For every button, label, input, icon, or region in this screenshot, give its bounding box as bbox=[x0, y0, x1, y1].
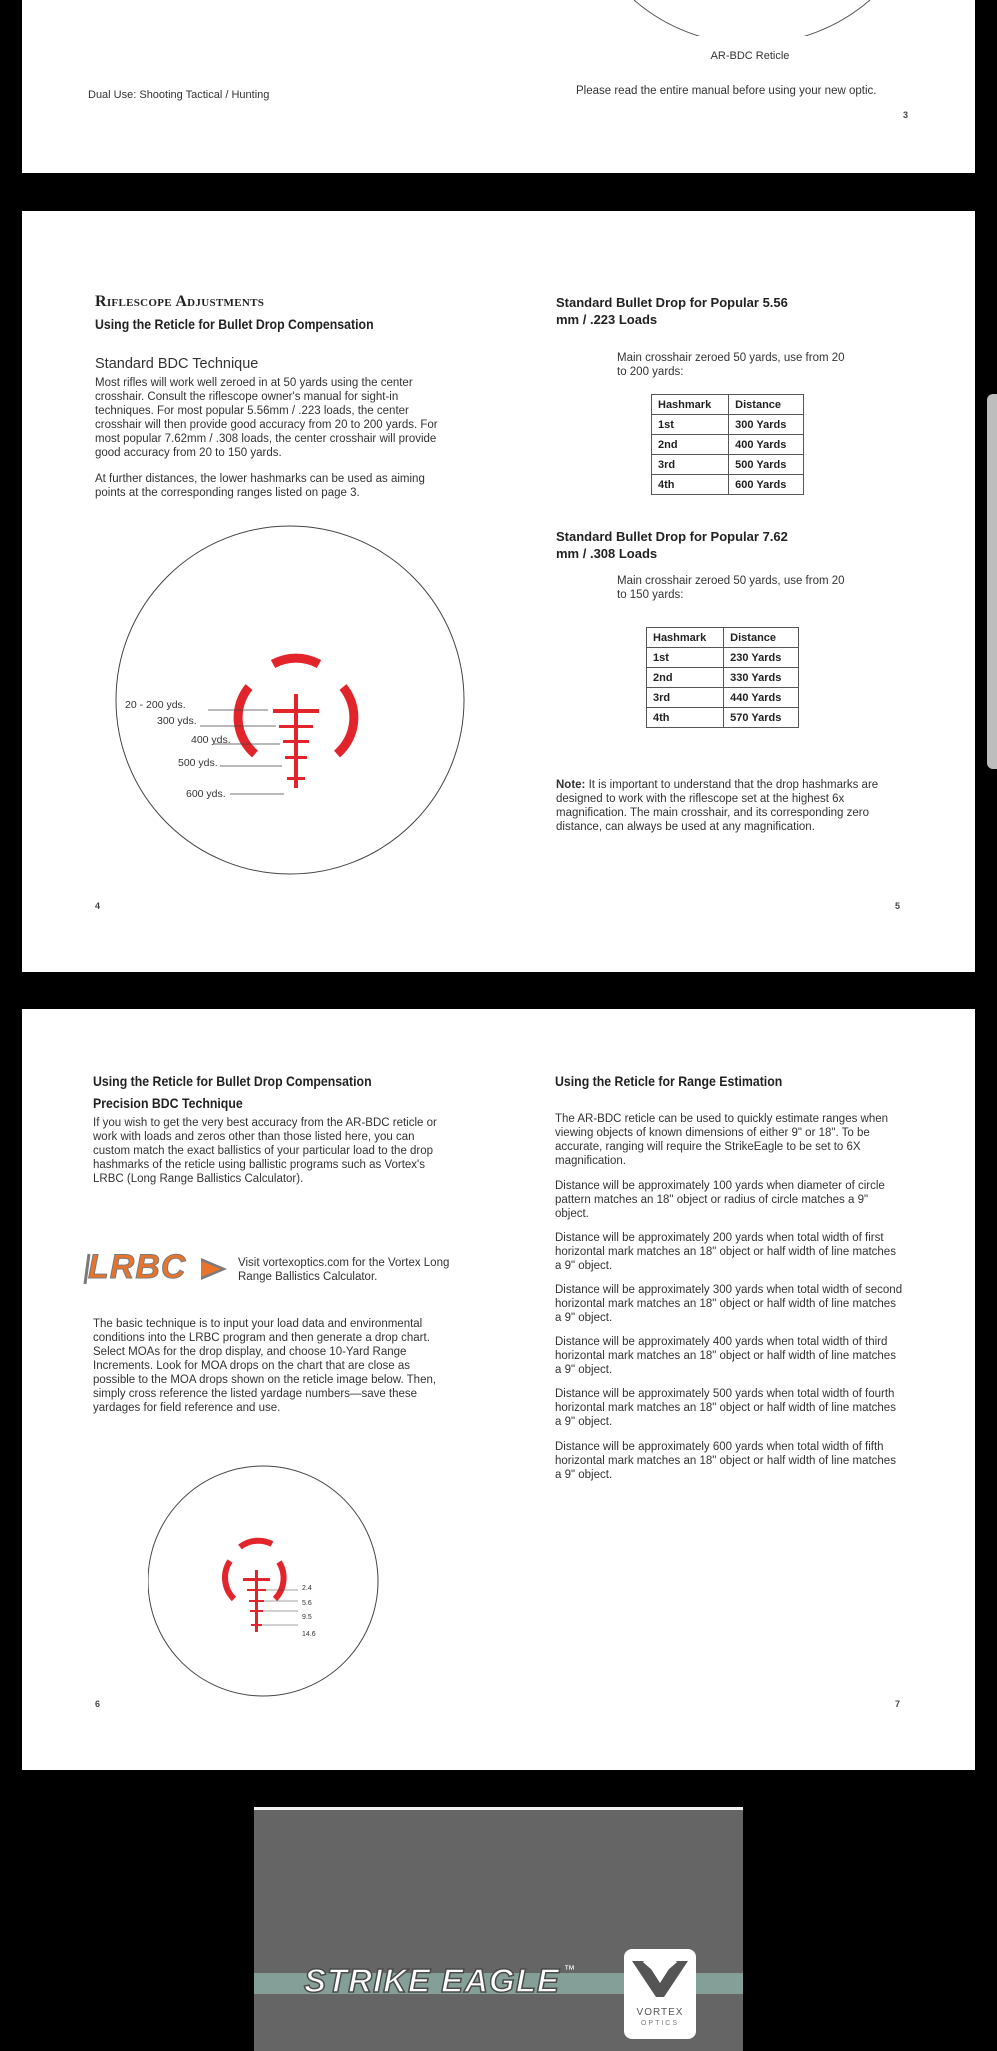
range-paragraph: Distance will be approximately 100 yards when diameter of circle pattern matches an 18" object or radius of circle matches a 9" object. bbox=[555, 1180, 885, 1220]
col-hashmark: Hashmark bbox=[652, 395, 729, 415]
scrollbar-thumb[interactable] bbox=[987, 394, 997, 769]
cell-distance: 440 Yards bbox=[724, 688, 799, 708]
label-300-yds: 300 yds. bbox=[157, 715, 197, 727]
table2-intro: Main crosshair zeroed 50 yards, use from 20 to 150 yards: bbox=[617, 575, 845, 601]
table-row bbox=[652, 475, 804, 495]
lrbc-logo-text: LRBC bbox=[88, 1248, 187, 1286]
page-number: 7 bbox=[895, 1699, 901, 1709]
cell-distance: 500 Yards bbox=[729, 455, 804, 475]
label-400-yds: 400 yds. bbox=[191, 734, 231, 746]
standard-bdc-heading: Standard BDC Technique bbox=[95, 356, 259, 372]
cell-distance: 230 Yards bbox=[724, 648, 799, 668]
cell-hashmark: 3rd bbox=[652, 455, 729, 475]
cell-distance: 330 Yards bbox=[724, 668, 799, 688]
cell-hashmark: 4th bbox=[647, 708, 724, 728]
label-600-yds: 600 yds. bbox=[186, 788, 226, 800]
table-row bbox=[647, 668, 799, 688]
strike-eagle-logo: STRIKE EAGLE bbox=[304, 1962, 560, 1999]
lrbc-logo bbox=[83, 1250, 233, 1288]
table1-intro: Main crosshair zeroed 50 yards, use from 20 to 200 yards: bbox=[617, 352, 845, 378]
precision-bdc-heading: Precision BDC Technique bbox=[93, 1095, 243, 1111]
note-label: Note: bbox=[556, 779, 586, 791]
cell-hashmark: 1st bbox=[647, 648, 724, 668]
table-762-308 bbox=[646, 627, 799, 728]
optics-wordmark: OPTICS bbox=[640, 2020, 680, 2027]
bdc-paragraph-2: At further distances, the lower hashmarks can be used as aiming points at the corresponding ranges listed on page 3. bbox=[95, 473, 425, 499]
vortex-logo-badge bbox=[624, 1949, 696, 2039]
table1-heading: Standard Bullet Drop for Popular 5.56 mm / .223 Loads bbox=[556, 295, 788, 327]
reticle-caption: AR-BDC Reticle bbox=[710, 50, 790, 62]
precision-paragraph-1: If you wish to get the very best accuracy from the AR-BDC reticle or work with loads and zeros other than those listed here, you can custom match the exact ballistics of your particular load to the drop hashmarks of the reticle using ballistic programs such as Vortex's LRBC (Long Range Ballistics Calculator). bbox=[93, 1117, 437, 1185]
table-row bbox=[652, 435, 804, 455]
table-header-row bbox=[647, 628, 799, 648]
bdc-paragraph-1: Most rifles will work well zeroed in at 50 yards using the center crosshair. Consult the riflescope owner's manual for sight-in techniques. For most popular 5.56mm / .223 loads, the center crosshair will then provide good accuracy from 20 to 200 yards. For most popular 7.62mm / .308 loads, the center crosshair will provide good accuracy from 20 to 150 yards. bbox=[95, 377, 438, 459]
moa-label: 9.5 bbox=[302, 1614, 312, 1621]
cell-distance: 570 Yards bbox=[724, 708, 799, 728]
vortex-wordmark: VORTEX bbox=[636, 2007, 684, 2018]
col-distance: Distance bbox=[724, 628, 799, 648]
page-number: 3 bbox=[903, 110, 909, 120]
table-row bbox=[652, 415, 804, 435]
moa-label: 14.6 bbox=[302, 1631, 316, 1638]
range-estimation-heading: Using the Reticle for Range Estimation bbox=[555, 1073, 783, 1089]
range-paragraph: Distance will be approximately 200 yards when total width of first horizontal mark matches an 18" object or half width of line matches a 9" object. bbox=[555, 1232, 896, 1272]
precision-paragraph-2: The basic technique is to input your load data and environmental conditions into the LRBC program and then generate a drop chart. Select MOAs for the drop display, and choose 10-Yard Range Increments. Look for MOA drops on the chart that are close as possible to the MOA drops shown on the reticle image below. Then, simply cross reference the listed yardage numbers—save these yardages for field reference and use. bbox=[93, 1318, 437, 1414]
dual-use-text: Dual Use: Shooting Tactical / Hunting bbox=[88, 89, 270, 101]
cell-distance: 400 Yards bbox=[729, 435, 804, 455]
col-hashmark: Hashmark bbox=[647, 628, 724, 648]
page6-heading: Using the Reticle for Bullet Drop Compensation bbox=[93, 1073, 372, 1089]
col-distance: Distance bbox=[729, 395, 804, 415]
reticle-circle-partial bbox=[622, 0, 882, 36]
table-row bbox=[647, 708, 799, 728]
table-row bbox=[647, 688, 799, 708]
reticle-bdc-marks bbox=[273, 694, 319, 788]
cell-hashmark: 4th bbox=[652, 475, 729, 495]
page-title-riflescope-adjustments: Riflescope Adjustments bbox=[95, 293, 265, 310]
manual-page-3 bbox=[22, 0, 975, 173]
range-paragraph: Distance will be approximately 500 yards when total width of fourth horizontal mark matches an 18" object or half width of line matches a 9" object. bbox=[555, 1388, 896, 1428]
range-paragraph: Distance will be approximately 400 yards when total width of third horizontal mark matches an 18" object or half width of line matches a 9" object. bbox=[555, 1336, 896, 1376]
vortex-v-icon bbox=[624, 1953, 696, 2003]
page-number: 5 bbox=[895, 901, 901, 911]
range-paragraph: Distance will be approximately 300 yards when total width of second horizontal mark matches an 18" object or half width of line matches a 9" object. bbox=[555, 1284, 903, 1324]
manual-spread-4-5 bbox=[22, 211, 975, 972]
table-row bbox=[647, 648, 799, 668]
page-number: 4 bbox=[95, 901, 101, 911]
table2-heading: Standard Bullet Drop for Popular 7.62 mm / .308 Loads bbox=[556, 529, 788, 561]
back-cover bbox=[254, 1807, 743, 2051]
moa-label: 5.6 bbox=[302, 1600, 312, 1607]
trademark: ™ bbox=[564, 1964, 575, 1976]
range-paragraph: Distance will be approximately 600 yards when total width of fifth horizontal mark matches an 18" object or half width of line matches a 9" object. bbox=[555, 1441, 896, 1481]
range-paragraph: The AR-BDC reticle can be used to quickly estimate ranges when viewing objects of known dimensions of either 9" or 18". To be accurate, ranging will require the StrikeEagle to be set to 6X magnification. bbox=[555, 1113, 889, 1167]
cell-hashmark: 2nd bbox=[647, 668, 724, 688]
label-500-yds: 500 yds. bbox=[178, 757, 218, 769]
cell-hashmark: 2nd bbox=[652, 435, 729, 455]
reticle-diagram-small bbox=[148, 1464, 398, 1704]
visit-vortex-text: Visit vortexoptics.com for the Vortex Long Range Ballistics Calculator. bbox=[238, 1257, 450, 1283]
cell-hashmark: 1st bbox=[652, 415, 729, 435]
page-number: 6 bbox=[95, 1699, 101, 1709]
manual-spread-6-7 bbox=[22, 1009, 975, 1770]
label-20-200-yds: 20 - 200 yds. bbox=[125, 699, 186, 711]
read-manual-text: Please read the entire manual before using your new optic. bbox=[576, 85, 877, 97]
bdc-subtitle: Using the Reticle for Bullet Drop Compensation bbox=[95, 316, 374, 332]
table-556-223 bbox=[651, 394, 804, 495]
note-paragraph bbox=[556, 778, 891, 834]
note-text: It is important to understand that the drop hashmarks are designed to work with the riflescope set at the highest 6x magnification. The main crosshair, and its corresponding zero distance, can always be used at any magnification. bbox=[556, 779, 879, 833]
cell-distance: 300 Yards bbox=[729, 415, 804, 435]
moa-label: 2.4 bbox=[302, 1585, 312, 1592]
table-row bbox=[652, 455, 804, 475]
table-header-row bbox=[652, 395, 804, 415]
cell-distance: 600 Yards bbox=[729, 475, 804, 495]
cell-hashmark: 3rd bbox=[647, 688, 724, 708]
